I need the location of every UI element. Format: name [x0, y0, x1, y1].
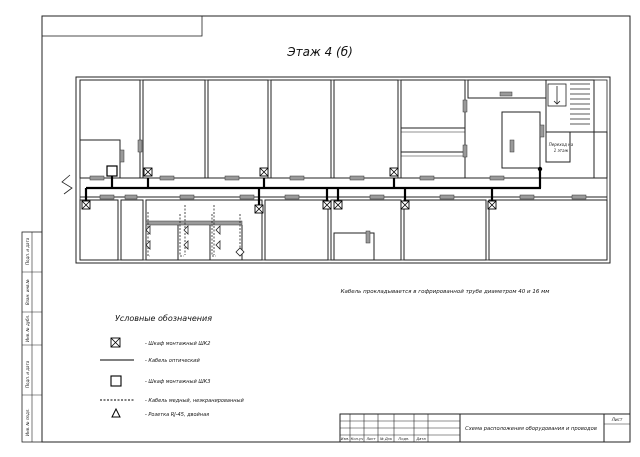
- side-stamp-cell: Инв. № дубл.: [25, 314, 30, 342]
- cabinet-x-icon: [260, 168, 268, 176]
- side-stamp-cell: Взам. инв.№: [25, 279, 30, 305]
- cabinet-x-icon: [82, 201, 90, 209]
- legend-heading: Условные обозначения: [115, 314, 213, 323]
- title-block-header: Кол.уч: [350, 437, 364, 441]
- legend-label: - Шкаф монтажный ШК2: [145, 341, 211, 347]
- cabinet-x-icon: [334, 201, 342, 209]
- legend-label: - Шкаф монтажный ШК3: [145, 379, 211, 385]
- legend-label: - Кабель медный, неэкранированный: [145, 398, 244, 404]
- cabinet-x-icon: [144, 168, 152, 176]
- cabinet-x-icon: [323, 201, 331, 209]
- side-stamp-cell: Подп. и дата: [25, 360, 30, 388]
- title-block-sheet-label: Лист: [611, 417, 623, 422]
- drawing-title: Этаж 4 (б): [287, 45, 353, 59]
- title-block-header: Изм.: [340, 437, 350, 441]
- side-stamp: [22, 232, 42, 442]
- cabinet-square-icon: [111, 376, 121, 386]
- riser-label: Переход на: [548, 142, 574, 147]
- title-block-description: Схема расположения оборудования и проводов: [465, 426, 597, 432]
- title-block-header: Подп.: [398, 437, 410, 441]
- cabinet-x-icon: [390, 168, 398, 176]
- cabinet-x-icon: [401, 201, 409, 209]
- legend-label: - Розетка RJ-45, двойная: [145, 412, 210, 418]
- cable-note: Кабель прокладывается в гофрированной трубе диаметром 40 и 16 мм: [340, 289, 550, 295]
- title-block: [340, 414, 630, 442]
- cabinet-x-icon: [488, 201, 496, 209]
- cabinet-square-icon: [107, 166, 117, 176]
- top-corner-stamp: [42, 16, 202, 36]
- triangle-icon: [112, 409, 120, 417]
- cabinet-x-icon: [111, 338, 120, 347]
- riser-label: 1 этаж: [553, 148, 569, 153]
- legend-label: - Кабель оптический: [145, 358, 200, 364]
- title-block-header: Лист: [366, 437, 376, 441]
- side-stamp-cell: Инв. № подл.: [25, 408, 30, 436]
- legend: [100, 314, 244, 418]
- title-block-header: Дата: [416, 437, 426, 441]
- riser-point: [538, 167, 542, 171]
- side-stamp-cell: Подп. и дата: [25, 237, 30, 265]
- title-block-header: № Док: [379, 437, 393, 441]
- cabinet-x-icon: [255, 205, 263, 213]
